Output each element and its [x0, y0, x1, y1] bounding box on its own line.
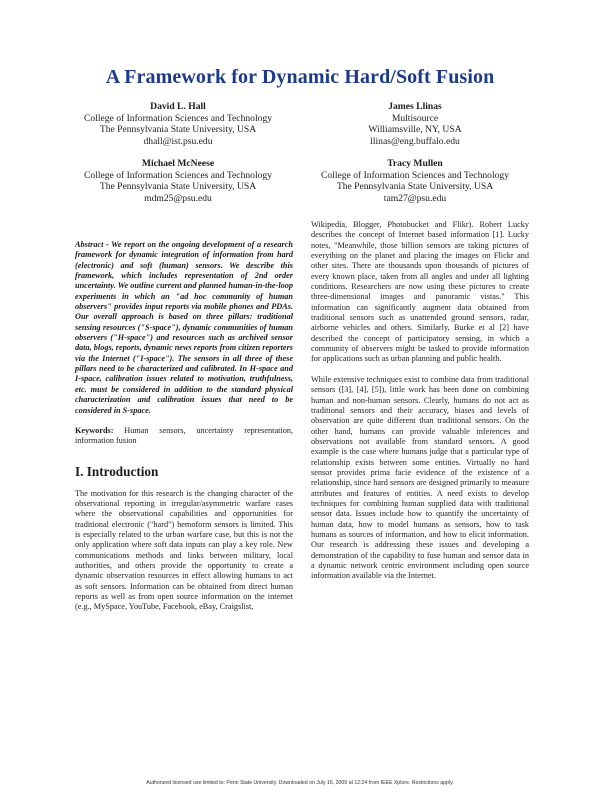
author-institution: Williamsville, NY, USA [368, 124, 462, 136]
author-email[interactable]: tam27@psu.edu [383, 192, 447, 204]
left-column [75, 240, 293, 613]
keywords [75, 426, 293, 447]
page-footer: Authorized licensed use limited to: Penn State University. Downloaded on July 16, 2009 at 12:24 from IEEE Xplore. Restrictions apply. [146, 780, 454, 786]
keywords-label: Keywords: [75, 425, 114, 435]
author-email[interactable]: mdm25@psu.edu [144, 192, 212, 204]
keywords-text: Human sensors, uncertainty representation, information fusion [75, 425, 294, 446]
right-paragraph-1: Wikipedia, Blogger, Photobucket and Flikr). Robert Lucky describes the concept of Internet based information [1]. Lucky notes, "Meanwhile, those billion sensors are taking pictures of everything on the planet and placing the images on Flickr and other sites. There are thousands upon thousands of pictures of every known place, taken from all angles and under all lighting conditions. Researchers are now using these pictures to create three-dimensional images and panoramic vistas." This information can significantly augment data obtained from traditional sensors such as unattended ground sensors, radar, airborne vehicles and others. Similarly, Burke et al [2] have described the concept of participatory sensing, in which a community of observers might be tasked to provide information for applications such as urban planning and public health. [311, 220, 529, 364]
intro-paragraph: The motivation for this research is the changing character of the observational reporting in irregular/asymmetric warfare cases where the observational capabilities and opportunities for traditional electronic ("hard") hemoform sensors is limited. This is especially related to the urban warfare case, but this is not the only application where soft data inputs can play a key role. New communications methods and links between military, local authorities, and others provide the opportunity to create a dynamic observation resources in effect allowing humans to act as soft sensors. Information can be obtained from direct human reports as well as from open source information on the internet (e.g., MySpace, YouTube, Facebook, eBay, Craigslist, [75, 488, 293, 612]
author-affiliation: College of Information Sciences and Technology [320, 169, 510, 181]
author-name: Michael McNeese [141, 158, 215, 169]
paper-title: A Framework for Dynamic Hard/Soft Fusion [105, 66, 495, 88]
author-email[interactable]: llinas@eng.buffalo.edu [370, 135, 460, 147]
author-block-hall [58, 101, 298, 147]
author-affiliation: College of Information Sciences and Technology [83, 112, 273, 124]
author-affiliation: Multisource [391, 112, 439, 124]
author-institution: The Pennsylvania State University, USA [99, 124, 257, 136]
author-block-mullen [290, 158, 540, 204]
author-block-mcneese [58, 158, 298, 204]
author-block-llinas [290, 101, 540, 147]
author-affiliation: College of Information Sciences and Technology [83, 169, 273, 181]
author-institution: The Pennsylvania State University, USA [99, 181, 257, 193]
right-column [311, 220, 529, 582]
author-name: David L. Hall [150, 101, 206, 112]
author-institution: The Pennsylvania State University, USA [336, 181, 494, 193]
section-heading-introduction: I. Introduction [75, 463, 159, 479]
abstract: Abstract - We report on the ongoing development of a research framework for dynamic integration of information from hard (electronic) and soft (human) sensors. We describe this framework, which includes representation of 2nd order uncertainty. We outline current and planned human-in-the-loop experiments in which an "ad hoc community of human observers" provides input reports via mobile phones and PDAs. Our overall approach is based on three pillars: traditional sensing resources ("S-space"), dynamic communities of human observers ("H-space") and resources such as archived sensor data, blogs, reports, dynamic news reports from citizen reporters via the Internet ("I-space"). The sensors in all three of these pillars need to be characterized and calibrated. In H-space and I-space, calibration issues related to motivation, truthfulness, etc. must be considered in addition to the standard physical characterization and calibration issues that need to be considered in S-space. [75, 240, 293, 415]
author-name: Tracy Mullen [387, 158, 443, 169]
right-paragraph-2: While extensive techniques exist to combine data from traditional sensors ([3], [4], [5]), little work has been done on combining human and non-human sensors. Clearly, humans do not act as traditional sensors and their accuracy, biases and levels of observation are quite different than traditional sensors. On the other hand, humans can provide valuable inferences and observations not available from standard sensors. A good example is the case where humans judge that a particular type of relationship exists between some entities. Virtually no hard sensor provides prima facie evidence of the existence of a relationship, since hard sensors are designed primarily to measure attributes and features of entities. A need exists to develop techniques for combining human supplied data with traditional sensor data. Issues include how to quantify the uncertainty of human data, how to model humans as sensors, how to task humans as sources of information, and how to elicit information. Our research is addressing these issues and developing a demonstration of the capability to fuse human and sensor data in a dynamic network centric environment including open source information available via the Internet. [311, 374, 529, 581]
author-name: James Llinas [388, 101, 442, 112]
author-email[interactable]: dhall@ist.psu.edu [143, 135, 213, 147]
